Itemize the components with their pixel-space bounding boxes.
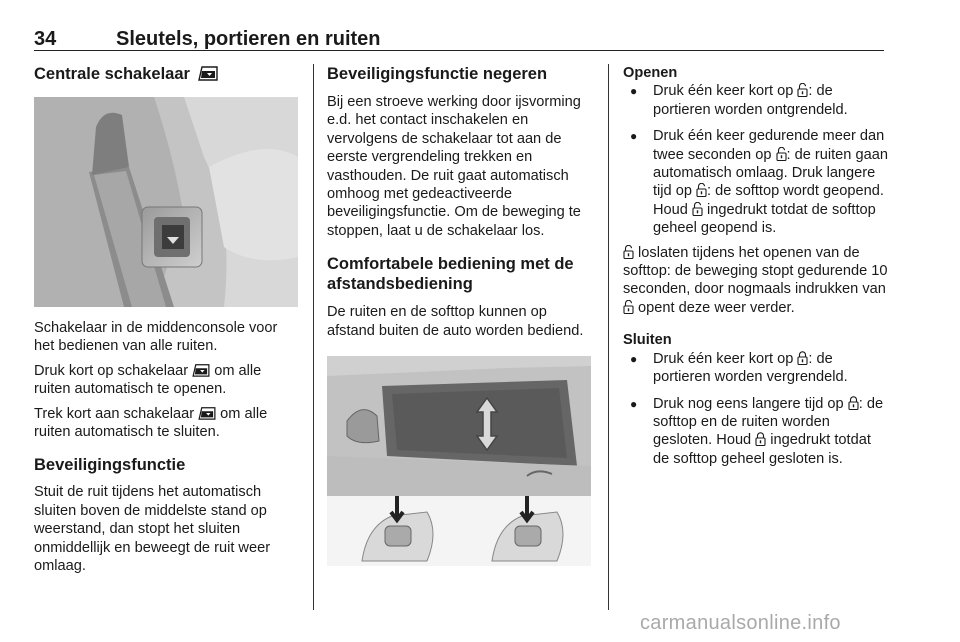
comfort-text: De ruiten en de softtop kunnen op afstand buiten de auto worden bediend. — [327, 304, 584, 339]
lock-padlock-icon — [797, 351, 808, 365]
unlock-padlock-icon — [692, 202, 703, 216]
remote-control-illustration — [327, 356, 591, 566]
unlock-padlock-icon — [623, 300, 634, 314]
window-switch-icon — [198, 65, 218, 81]
close-instruction: Trek kort aan schakelaar om alle ruiten automatisch te sluiten. — [34, 405, 268, 441]
security-heading: Beveiligingsfunctie — [34, 456, 186, 475]
lock-padlock-icon — [755, 432, 766, 446]
unlock-padlock-icon — [776, 147, 787, 161]
override-text: Bij een stroeve werking door ijsvorming e.d. het contact inschakelen en vervolgens de schakelaar tot aan de eerste vergrendeling trekken en vasthouden. De ruit gaat automatisch omhoog met gedeactiveerde beveiligingsfunctie. Om de beweging te stoppen, laat u de schakelaar los. — [327, 94, 581, 239]
list-item: ● Druk één keer gedurende meer dan twee seconden op : de ruiten gaan automatisch omlaag. Druk langere tijd op : de softtop wordt geopend. Houd ingedrukt totdat de softtop geheel geopend is. — [623, 127, 889, 237]
column-left — [34, 64, 300, 575]
unlock-padlock-icon — [623, 245, 634, 259]
release-text: loslaten tijdens het openen van de softtop: de beweging stopt gedurende 10 seconden, door nogmaals indrukken van opent deze weer verder. — [623, 244, 888, 316]
page-number: 34 — [34, 28, 57, 50]
page-header — [34, 28, 884, 51]
open-instruction: Druk kort op schakelaar om alle ruiten automatisch te openen. — [34, 362, 262, 398]
column-divider — [608, 64, 609, 610]
close-list — [623, 350, 889, 468]
column-divider — [313, 64, 314, 610]
window-switch-icon — [198, 406, 216, 420]
open-list — [623, 82, 889, 237]
page-title: Sleutels, portieren en ruiten — [116, 28, 381, 50]
lock-padlock-icon — [848, 396, 859, 410]
center-console-illustration — [34, 97, 298, 307]
security-text: Stuit de ruit tijdens het automatisch sluiten boven de middelste stand op weerstand, dan stopt het sluiten onmiddellijk en beweegt de ruit weer omlaag. — [34, 484, 271, 575]
list-item: ● Druk nog eens langere tijd op : de softtop en de ruiten worden gesloten. Houd ingedrukt totdat de softtop geheel gesloten is. — [623, 395, 889, 469]
close-heading: Sluiten — [623, 332, 672, 349]
column-right — [623, 64, 889, 468]
central-switch-heading: Centrale schakelaar — [34, 64, 300, 84]
column-middle — [327, 64, 593, 566]
switch-caption: Schakelaar in de middenconsole voor het bedienen van alle ruiten. — [34, 320, 278, 355]
open-heading: Openen — [623, 65, 678, 81]
override-heading: Beveiligingsfunctie negeren — [327, 65, 548, 83]
list-item: ● Druk één keer kort op : de portieren worden ontgrendeld. — [623, 82, 889, 119]
unlock-padlock-icon — [797, 83, 808, 97]
unlock-padlock-icon — [696, 183, 707, 197]
list-item: ● Druk één keer kort op : de portieren worden vergrendeld. — [623, 350, 889, 387]
window-switch-icon — [192, 363, 210, 377]
comfort-heading: Comfortabele bediening met de afstandsbediening — [327, 255, 574, 294]
watermark: carmanualsonline.info — [640, 612, 841, 634]
